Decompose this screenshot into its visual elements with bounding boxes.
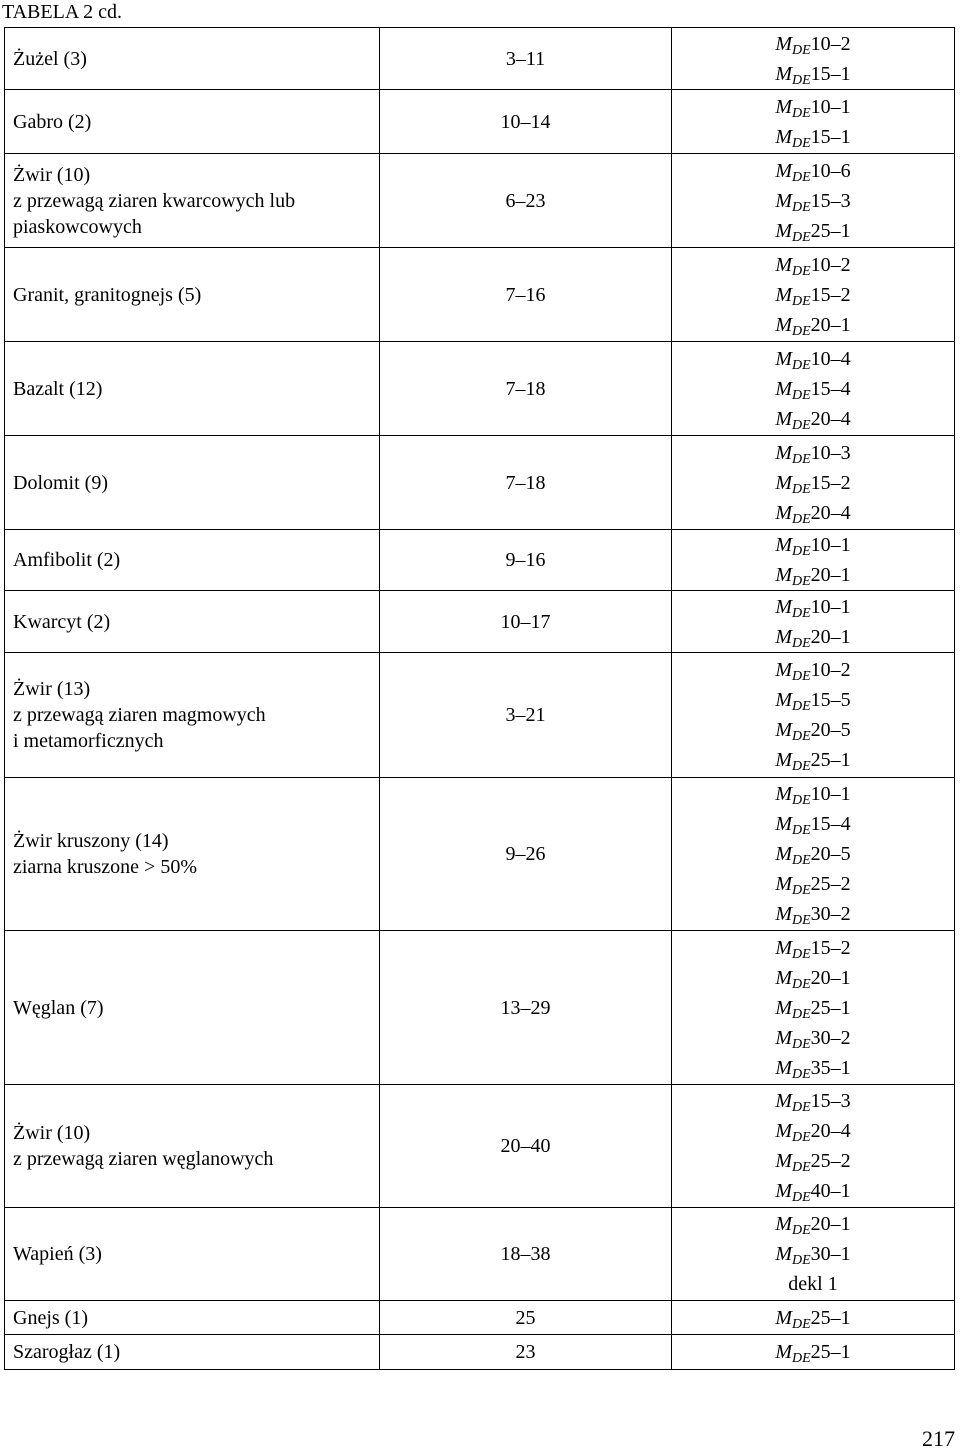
mark-symbol: M bbox=[775, 313, 792, 336]
material-name-line: Żużel (3) bbox=[13, 47, 87, 70]
mark-symbol: M bbox=[775, 873, 792, 895]
table-row bbox=[5, 28, 955, 90]
mark-symbol: M bbox=[775, 189, 792, 212]
mark-subscript: DE bbox=[792, 511, 811, 527]
mark-symbol: M bbox=[775, 1243, 792, 1265]
mark-line bbox=[672, 993, 954, 1023]
mark-value: 15–3 bbox=[810, 189, 851, 212]
mark-subscript: DE bbox=[792, 229, 811, 245]
material-cell bbox=[5, 653, 380, 778]
material-cell bbox=[5, 436, 380, 530]
material-name-line: Żwir kruszony (14) bbox=[13, 830, 169, 852]
mark-line bbox=[672, 1337, 954, 1367]
mark-symbol: M bbox=[775, 1026, 792, 1049]
range-cell: 23 bbox=[380, 1335, 672, 1370]
mark-symbol: M bbox=[775, 625, 792, 648]
mark-value: 15–1 bbox=[810, 62, 851, 85]
mark-value: 15–2 bbox=[810, 471, 851, 494]
mark-symbol: M bbox=[775, 996, 792, 1019]
mark-value: 10–1 bbox=[810, 783, 851, 805]
marks-cell bbox=[672, 248, 955, 342]
range-cell: 7–16 bbox=[380, 248, 672, 342]
marks-cell bbox=[672, 931, 955, 1085]
range-cell: 13–29 bbox=[380, 931, 672, 1085]
material-cell bbox=[5, 28, 380, 90]
material-name-line: Żwir (13) bbox=[13, 678, 91, 700]
mark-line bbox=[672, 216, 954, 246]
mark-value: 10–1 bbox=[810, 595, 851, 618]
mark-line bbox=[672, 715, 954, 745]
mark-line bbox=[672, 1146, 954, 1176]
material-cell bbox=[5, 778, 380, 931]
material-cell bbox=[5, 154, 380, 248]
mark-line bbox=[672, 344, 954, 374]
mark-symbol: M bbox=[775, 843, 792, 865]
mark-value: 10–2 bbox=[810, 659, 851, 681]
mark-symbol: M bbox=[775, 283, 792, 306]
mark-line bbox=[672, 310, 954, 340]
mark-subscript: DE bbox=[792, 1100, 811, 1115]
table-row bbox=[5, 90, 955, 154]
mark-line bbox=[672, 685, 954, 715]
table-row bbox=[5, 931, 955, 1085]
material-cell bbox=[5, 1208, 380, 1301]
table-row bbox=[5, 248, 955, 342]
marks-cell bbox=[672, 653, 955, 778]
mark-line bbox=[672, 1269, 954, 1299]
mark-value: 20–4 bbox=[810, 407, 851, 430]
mark-symbol: M bbox=[775, 595, 792, 618]
mark-value: 15–2 bbox=[810, 936, 851, 959]
material-cell bbox=[5, 931, 380, 1085]
mark-line bbox=[672, 1116, 954, 1146]
mark-line bbox=[672, 122, 954, 152]
material-cell bbox=[5, 90, 380, 154]
aggregate-table bbox=[4, 27, 955, 1370]
mark-value: 15–3 bbox=[810, 1090, 851, 1112]
page-number: 217 bbox=[922, 1426, 955, 1451]
mark-symbol: M bbox=[775, 1090, 792, 1112]
mark-value: 25–1 bbox=[810, 219, 851, 242]
range-cell: 9–26 bbox=[380, 778, 672, 931]
mark-subscript: DE bbox=[792, 1160, 811, 1175]
material-name-line: piaskowcowych bbox=[13, 215, 142, 238]
material-cell bbox=[5, 1335, 380, 1370]
mark-line bbox=[672, 250, 954, 280]
marks-cell bbox=[672, 1208, 955, 1301]
marks-cell bbox=[672, 530, 955, 591]
mark-line bbox=[672, 1176, 954, 1206]
mark-value: 20–1 bbox=[810, 564, 851, 586]
material-name-line: Węglan (7) bbox=[13, 996, 104, 1019]
mark-value: 25–1 bbox=[810, 1341, 851, 1363]
range-cell: 9–16 bbox=[380, 530, 672, 591]
mark-symbol: M bbox=[775, 1341, 792, 1363]
mark-value: 20–4 bbox=[810, 501, 851, 524]
mark-subscript: DE bbox=[792, 605, 811, 621]
mark-subscript: DE bbox=[792, 574, 811, 589]
mark-line bbox=[672, 374, 954, 404]
mark-subscript: DE bbox=[792, 976, 811, 992]
mark-value: 15–5 bbox=[810, 689, 851, 711]
table-row bbox=[5, 1301, 955, 1335]
material-name-line: i metamorficznych bbox=[13, 730, 164, 752]
material-name-line: z przewagą ziaren magmowych bbox=[13, 704, 266, 726]
mark-symbol: M bbox=[775, 1180, 792, 1202]
mark-subscript: DE bbox=[792, 1351, 811, 1366]
mark-line bbox=[672, 186, 954, 216]
material-name-line: Amfibolit (2) bbox=[13, 549, 121, 571]
mark-value: 15–1 bbox=[810, 125, 851, 148]
material-name-line: z przewagą ziaren kwarcowych lub bbox=[13, 189, 296, 212]
mark-value: 40–1 bbox=[810, 1180, 851, 1202]
mark-symbol: M bbox=[775, 719, 792, 741]
table-row bbox=[5, 1335, 955, 1370]
mark-symbol: M bbox=[775, 347, 792, 370]
range-cell: 6–23 bbox=[380, 154, 672, 248]
mark-symbol: M bbox=[775, 253, 792, 276]
mark-line bbox=[672, 404, 954, 434]
mark-symbol: M bbox=[775, 659, 792, 681]
table-row bbox=[5, 530, 955, 591]
material-name-line: z przewagą ziaren węglanowych bbox=[13, 1148, 274, 1170]
mark-subscript: DE bbox=[792, 1036, 811, 1052]
mark-subscript: DE bbox=[792, 72, 811, 88]
mark-symbol: M bbox=[775, 1150, 792, 1172]
mark-line bbox=[672, 655, 954, 685]
mark-line bbox=[672, 869, 954, 899]
mark-value: 15–4 bbox=[810, 813, 851, 835]
mark-value: 10–1 bbox=[810, 534, 851, 556]
mark-symbol: M bbox=[775, 1306, 792, 1329]
mark-line bbox=[672, 592, 954, 622]
material-name-line: Gabro (2) bbox=[13, 110, 92, 133]
mark-line bbox=[672, 779, 954, 809]
material-cell bbox=[5, 1301, 380, 1335]
mark-line bbox=[672, 899, 954, 929]
material-name-line: Bazalt (12) bbox=[13, 377, 103, 400]
mark-line bbox=[672, 622, 954, 652]
range-cell: 7–18 bbox=[380, 342, 672, 436]
mark-line bbox=[672, 29, 954, 59]
material-cell bbox=[5, 591, 380, 653]
mark-line bbox=[672, 1053, 954, 1083]
material-name-line: ziarna kruszone > 50% bbox=[13, 856, 197, 878]
table-row bbox=[5, 653, 955, 778]
table-row bbox=[5, 154, 955, 248]
mark-symbol: M bbox=[775, 377, 792, 400]
range-cell: 3–21 bbox=[380, 653, 672, 778]
mark-symbol: M bbox=[775, 219, 792, 242]
mark-value: 25–2 bbox=[810, 873, 851, 895]
mark-subscript: DE bbox=[792, 946, 811, 962]
mark-subscript: DE bbox=[792, 1253, 811, 1268]
mark-subscript: DE bbox=[792, 759, 811, 774]
material-name-line: Żwir (10) bbox=[13, 1122, 91, 1144]
mark-symbol: M bbox=[775, 159, 792, 182]
mark-line bbox=[672, 963, 954, 993]
mark-value: 20–1 bbox=[810, 1213, 851, 1235]
mark-line bbox=[672, 530, 954, 560]
material-name-line: Gnejs (1) bbox=[13, 1306, 88, 1329]
material-cell bbox=[5, 248, 380, 342]
mark-value: 15–2 bbox=[810, 283, 851, 306]
material-name-line: Kwarcyt (2) bbox=[13, 610, 111, 633]
mark-line bbox=[672, 1086, 954, 1116]
mark-symbol: M bbox=[775, 471, 792, 494]
table-row bbox=[5, 591, 955, 653]
material-cell bbox=[5, 530, 380, 591]
material-name-line: Wapień (3) bbox=[13, 1243, 102, 1265]
mark-symbol: M bbox=[775, 1056, 792, 1079]
table-row bbox=[5, 778, 955, 931]
mark-symbol: M bbox=[775, 441, 792, 464]
mark-subscript: DE bbox=[792, 387, 811, 403]
range-cell: 25 bbox=[380, 1301, 672, 1335]
mark-symbol: M bbox=[775, 966, 792, 989]
marks-cell bbox=[672, 90, 955, 154]
mark-subscript: DE bbox=[792, 1223, 811, 1238]
mark-symbol: M bbox=[775, 534, 792, 556]
mark-value: 20–5 bbox=[810, 843, 851, 865]
mark-symbol: M bbox=[775, 936, 792, 959]
range-cell: 20–40 bbox=[380, 1085, 672, 1208]
mark-value: 35–1 bbox=[810, 1056, 851, 1079]
mark-subscript: DE bbox=[792, 913, 811, 928]
mark-value: dekl 1 bbox=[788, 1273, 838, 1295]
table-row bbox=[5, 436, 955, 530]
mark-subscript: DE bbox=[792, 1316, 811, 1332]
mark-value: 10–2 bbox=[810, 32, 851, 55]
mark-value: 20–1 bbox=[810, 966, 851, 989]
mark-symbol: M bbox=[775, 95, 792, 118]
mark-line bbox=[672, 933, 954, 963]
table-row bbox=[5, 342, 955, 436]
material-name-line: Granit, granitognejs (5) bbox=[13, 283, 202, 306]
mark-value: 20–4 bbox=[810, 1120, 851, 1142]
mark-subscript: DE bbox=[792, 169, 811, 185]
range-cell: 3–11 bbox=[380, 28, 672, 90]
range-cell: 18–38 bbox=[380, 1208, 672, 1301]
mark-subscript: DE bbox=[792, 729, 811, 744]
mark-value: 25–1 bbox=[810, 749, 851, 771]
mark-value: 25–1 bbox=[810, 1306, 851, 1329]
mark-subscript: DE bbox=[792, 263, 811, 279]
mark-line bbox=[672, 560, 954, 590]
mark-value: 25–2 bbox=[810, 1150, 851, 1172]
mark-value: 30–2 bbox=[810, 903, 851, 925]
mark-subscript: DE bbox=[792, 135, 811, 151]
mark-subscript: DE bbox=[792, 669, 811, 684]
table-row bbox=[5, 1208, 955, 1301]
mark-line bbox=[672, 1239, 954, 1269]
material-name-line: Szarogłaz (1) bbox=[13, 1341, 121, 1363]
mark-subscript: DE bbox=[792, 105, 811, 121]
mark-subscript: DE bbox=[792, 357, 811, 373]
mark-line bbox=[672, 1209, 954, 1239]
mark-symbol: M bbox=[775, 783, 792, 805]
table-row bbox=[5, 1085, 955, 1208]
mark-value: 10–6 bbox=[810, 159, 851, 182]
mark-line bbox=[672, 1303, 954, 1333]
mark-symbol: M bbox=[775, 689, 792, 711]
mark-line bbox=[672, 438, 954, 468]
mark-line bbox=[672, 498, 954, 528]
mark-symbol: M bbox=[775, 564, 792, 586]
mark-value: 10–4 bbox=[810, 347, 851, 370]
mark-line bbox=[672, 468, 954, 498]
mark-symbol: M bbox=[775, 32, 792, 55]
marks-cell bbox=[672, 1085, 955, 1208]
mark-subscript: DE bbox=[792, 293, 811, 309]
table-caption: TABELA 2 cd. bbox=[2, 1, 123, 23]
mark-subscript: DE bbox=[792, 1190, 811, 1205]
range-cell: 10–14 bbox=[380, 90, 672, 154]
mark-subscript: DE bbox=[792, 699, 811, 714]
mark-subscript: DE bbox=[792, 417, 811, 433]
mark-line bbox=[672, 156, 954, 186]
mark-value: 10–1 bbox=[810, 95, 851, 118]
mark-subscript: DE bbox=[792, 199, 811, 215]
mark-line bbox=[672, 745, 954, 775]
mark-line bbox=[672, 809, 954, 839]
mark-line bbox=[672, 59, 954, 89]
material-cell bbox=[5, 1085, 380, 1208]
mark-value: 20–1 bbox=[810, 625, 851, 648]
mark-line bbox=[672, 839, 954, 869]
marks-cell bbox=[672, 154, 955, 248]
mark-subscript: DE bbox=[792, 1130, 811, 1145]
mark-subscript: DE bbox=[792, 635, 811, 651]
mark-symbol: M bbox=[775, 1213, 792, 1235]
mark-value: 30–1 bbox=[810, 1243, 851, 1265]
mark-symbol: M bbox=[775, 125, 792, 148]
mark-subscript: DE bbox=[792, 793, 811, 808]
mark-subscript: DE bbox=[792, 544, 811, 559]
mark-line bbox=[672, 280, 954, 310]
mark-symbol: M bbox=[775, 813, 792, 835]
marks-cell bbox=[672, 778, 955, 931]
mark-symbol: M bbox=[775, 749, 792, 771]
mark-subscript: DE bbox=[792, 323, 811, 339]
marks-cell bbox=[672, 1335, 955, 1370]
material-name-line: Żwir (10) bbox=[13, 163, 91, 186]
mark-value: 25–1 bbox=[810, 996, 851, 1019]
mark-subscript: DE bbox=[792, 451, 811, 467]
mark-symbol: M bbox=[775, 407, 792, 430]
marks-cell bbox=[672, 342, 955, 436]
marks-cell bbox=[672, 28, 955, 90]
range-cell: 10–17 bbox=[380, 591, 672, 653]
mark-symbol: M bbox=[775, 62, 792, 85]
mark-symbol: M bbox=[775, 1120, 792, 1142]
mark-subscript: DE bbox=[792, 42, 811, 58]
mark-value: 10–3 bbox=[810, 441, 851, 464]
mark-subscript: DE bbox=[792, 883, 811, 898]
mark-value: 20–1 bbox=[810, 313, 851, 336]
mark-subscript: DE bbox=[792, 1006, 811, 1022]
material-cell bbox=[5, 342, 380, 436]
mark-value: 15–4 bbox=[810, 377, 851, 400]
mark-value: 30–2 bbox=[810, 1026, 851, 1049]
mark-value: 10–2 bbox=[810, 253, 851, 276]
mark-subscript: DE bbox=[792, 481, 811, 497]
mark-subscript: DE bbox=[792, 853, 811, 868]
mark-line bbox=[672, 1023, 954, 1053]
marks-cell bbox=[672, 436, 955, 530]
mark-value: 20–5 bbox=[810, 719, 851, 741]
mark-subscript: DE bbox=[792, 1066, 811, 1082]
marks-cell bbox=[672, 1301, 955, 1335]
material-name-line: Dolomit (9) bbox=[13, 471, 108, 494]
marks-cell bbox=[672, 591, 955, 653]
mark-line bbox=[672, 92, 954, 122]
mark-symbol: M bbox=[775, 903, 792, 925]
mark-subscript: DE bbox=[792, 823, 811, 838]
mark-symbol: M bbox=[775, 501, 792, 524]
range-cell: 7–18 bbox=[380, 436, 672, 530]
